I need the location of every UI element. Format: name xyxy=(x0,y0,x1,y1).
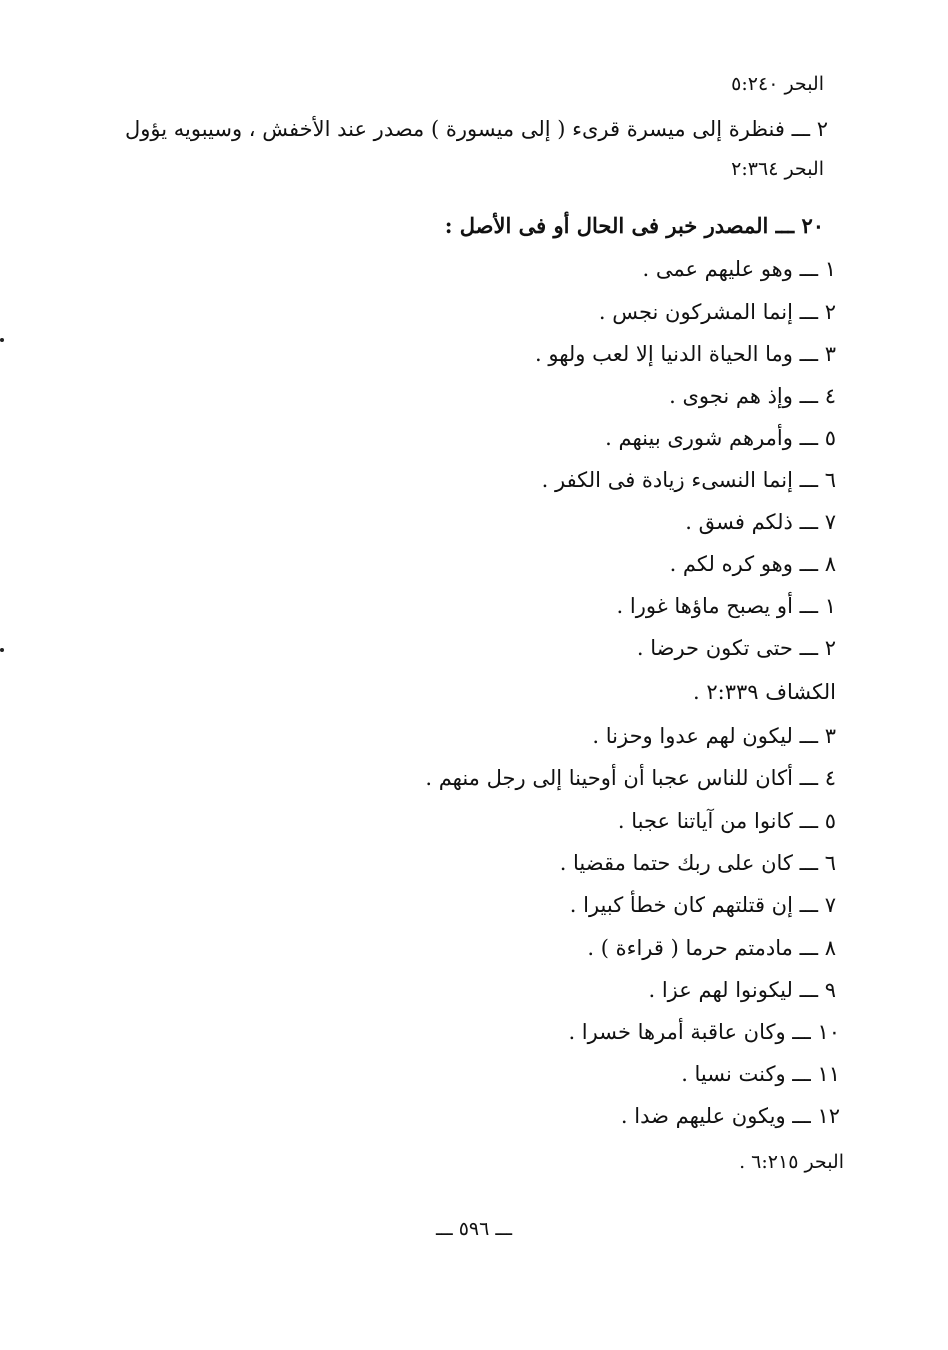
list-item: ٦ ـــ كان على ربك حتما مقضيا . xyxy=(559,851,836,875)
list-item: ٣ ـــ وما الحياة الدنيا إلا لعب ولهو . xyxy=(535,342,836,366)
list-item: ٢ ـــ إنما المشركون نجس . xyxy=(598,300,836,324)
note-line-2: ٢ ـــ فنظرة إلى ميسرة قرىء ( إلى ميسورة ) مصدر عند الأخفش ، وسيبويه يؤول xyxy=(124,117,828,141)
list-item: ١١ ـــ وكنت نسيا . xyxy=(681,1062,840,1086)
section-heading-20: ٢٠ ـــ المصدر خبر فى الحال أو فى الأصل : xyxy=(444,213,824,238)
page-number: ـــ ٥٩٦ ـــ xyxy=(435,1218,513,1240)
reference-kashshaf: الكشاف ٢:٣٣٩ . xyxy=(693,680,836,704)
list-item: ٧ ـــ إن قتلتهم كان خطأ كبيرا . xyxy=(569,893,836,917)
list-item: ١٢ ـــ ويكون عليهم ضدا . xyxy=(620,1104,840,1128)
scan-mark xyxy=(0,338,4,342)
list-item: ١٠ ـــ وكان عاقبة أمرها خسرا . xyxy=(568,1020,840,1044)
list-item: ٧ ـــ ذلكم فسق . xyxy=(685,510,836,534)
reference-bahr-2: البحر ٢:٣٦٤ xyxy=(731,158,824,180)
list-item: ٤ ـــ أكان للناس عجبا أن أوحينا إلى رجل منهم . xyxy=(425,766,836,790)
list-item: ٦ ـــ إنما النسىء زيادة فى الكفر . xyxy=(541,468,836,492)
list-item: ٩ ـــ ليكونوا لهم عزا . xyxy=(648,978,836,1002)
list-item: ٤ ـــ وإذ هم نجوى . xyxy=(669,384,836,408)
list-item: ٨ ـــ مادمتم حرما ( قراءة ) . xyxy=(587,936,836,960)
list-item: ١ ـــ أو يصبح ماؤها غورا . xyxy=(616,594,836,618)
list-item: ٨ ـــ وهو كره لكم . xyxy=(669,552,836,576)
reference-bahr-3: البحر ٦:٢١٥ . xyxy=(739,1151,844,1173)
scan-mark xyxy=(0,648,4,652)
list-item: ٥ ـــ كانوا من آياتنا عجبا . xyxy=(617,809,836,833)
list-item: ٣ ـــ ليكون لهم عدوا وحزنا . xyxy=(592,724,836,748)
list-item: ٢ ـــ حتى تكون حرضا . xyxy=(636,636,836,660)
reference-bahr-1: البحر ٥:٢٤٠ xyxy=(731,73,824,95)
list-item: ٥ ـــ وأمرهم شورى بينهم . xyxy=(605,426,836,450)
list-item: ١ ـــ وهو عليهم عمى . xyxy=(642,257,836,281)
